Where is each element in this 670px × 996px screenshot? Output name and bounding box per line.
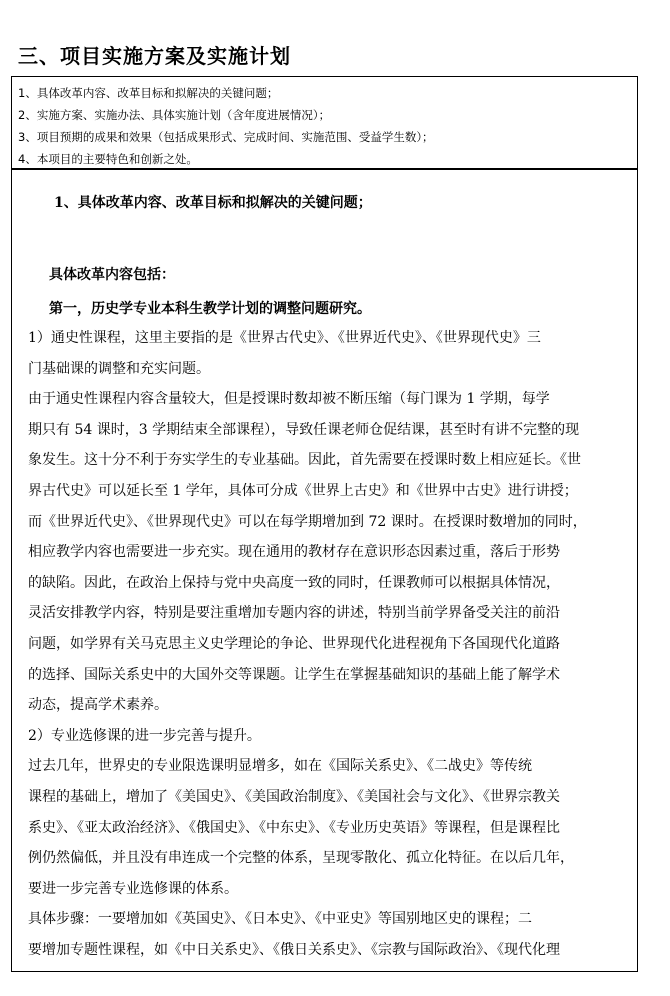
paragraph-hours [28, 384, 623, 721]
text-line: 要进一步完善专业选修课的体系。 [28, 880, 238, 897]
text-line: 门基础课的调整和充实问题。 [28, 360, 210, 377]
form-table [11, 76, 638, 972]
text-line: 过去几年，世界史的专业限选课明显增多，如在《国际关系史》、《二战史》等传统 [28, 758, 532, 775]
text-line: 要增加专题性课程，如《中日关系史》、《俄日关系史》、《宗教与国际政治》、《现代化理 [28, 941, 560, 958]
text-line: 象发生。这十分不利于夯实学生的专业基础。因此，首先需要在授课时数上相应延长。《世 [28, 452, 581, 469]
heading-main: 1、具体改革内容、改革目标和拟解决的关键问题； [54, 195, 372, 211]
text-line: 灵活安排教学内容，特别是要注重增加专题内容的讲述，特别当前学界备受关注的前沿 [28, 605, 560, 622]
text-line: 的缺陷。因此，在政治上保持与党中央高度一致的同时，任课教师可以根据具体情况， [28, 574, 560, 591]
paragraph-general-history [28, 323, 623, 384]
text-line: 问题，如学界有关马克思主义史学理论的争论、世界现代化进程视角下各国现代化道路 [28, 635, 560, 652]
text-line: 具体步骤：一要增加如《英国史》、《日本史》、《中亚史》等国别地区史的课程；二 [28, 911, 532, 928]
paragraph-electives [28, 751, 623, 904]
heading-sub: 具体改革内容包括： [49, 267, 175, 283]
text-line: 动态，提高学术素养。 [28, 697, 168, 714]
guide-line: 4、本项目的主要特色和创新之处。 [18, 152, 198, 166]
heading-item: 第一，历史学专业本科生教学计划的调整问题研究。 [49, 301, 371, 317]
guide-cell [12, 77, 637, 170]
guide-line: 2、实施方案、实施办法、具体实施计划（含年度进展情况）； [18, 108, 331, 122]
text-line: 系史》、《亚太政治经济》、《俄国史》、《中东史》、《专业历史英语》等课程，但是课程比 [28, 819, 560, 836]
content-cell [12, 189, 637, 965]
section-title: 三、项目实施方案及实施计划 [18, 44, 291, 68]
guide-line: 3、项目预期的成果和效果（包括成果形式、完成时间、实施范围、受益学生数）； [18, 130, 434, 144]
paragraph-electives-heading [28, 721, 623, 752]
text-line: 而《世界近代史》、《世界现代史》可以在每学期增加到 72 课时。在授课时数增加的同时， [28, 513, 587, 530]
text-line: 相应教学内容也需要进一步充实。现在通用的教材存在意识形态因素过重，落后于形势 [28, 544, 560, 561]
text-line: 由于通史性课程内容含量较大，但是授课时数却被不断压缩（每门课为 1 学期，每学 [28, 391, 550, 408]
text-line: 期只有 54 课时，3 学期结束全部课程），导致任课老师仓促结课，甚至时有讲不完整的现 [28, 421, 580, 438]
text-line: 课程的基础上，增加了《美国史》、《美国政治制度》、《美国社会与文化》、《世界宗教关 [28, 788, 560, 805]
text-line: 2）专业选修课的进一步完善与提升。 [28, 727, 261, 744]
paragraph-steps [28, 904, 623, 965]
text-line: 1）通史性课程，这里主要指的是《世界古代史》、《世界近代史》、《世界现代史》三 [28, 330, 541, 346]
text-line: 的选择、国际关系史中的大国外交等课题。让学生在掌握基础知识的基础上能了解学术 [28, 666, 560, 683]
guide-line: 1、具体改革内容、改革目标和拟解决的关键问题； [18, 86, 279, 100]
text-line: 例仍然偏低，并且没有串连成一个完整的体系，呈现零散化、孤立化特征。在以后几年， [28, 850, 574, 867]
text-line: 界古代史》可以延长至 1 学年，具体可分成《世界上古史》和《世界中古史》进行讲授； [28, 482, 578, 499]
